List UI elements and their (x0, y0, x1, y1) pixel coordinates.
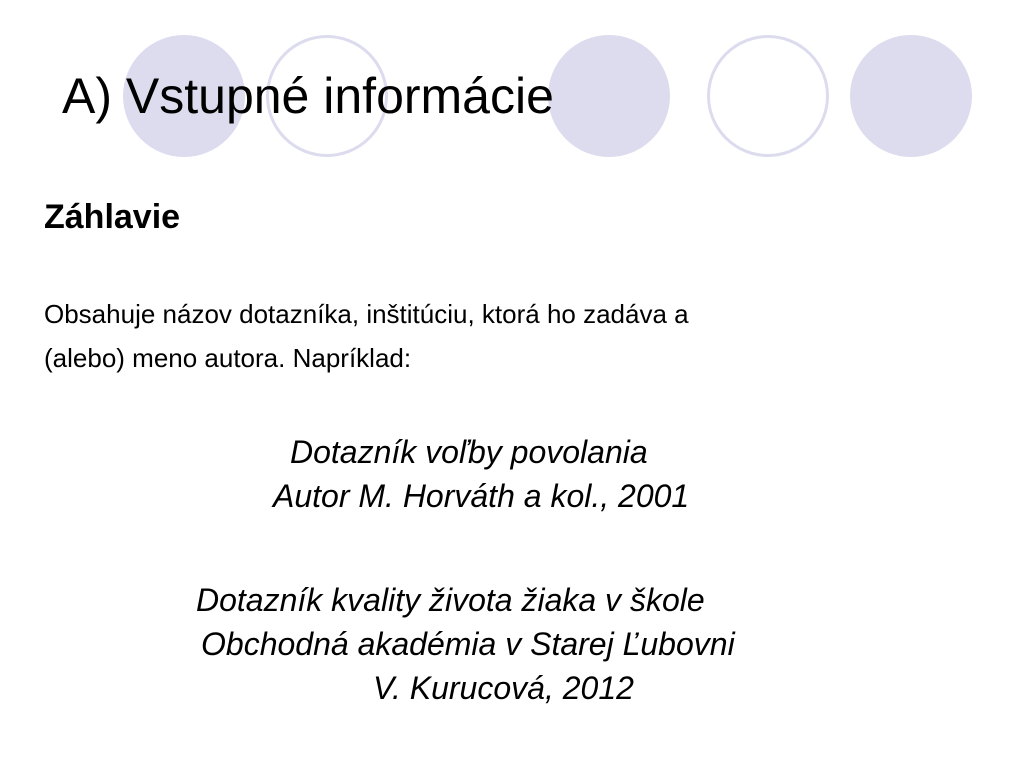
example-line: Dotazník kvality života žiaka v škole (196, 582, 705, 618)
example-line: V. Kurucová, 2012 (373, 670, 634, 706)
decorative-circle (850, 35, 972, 157)
paragraph-line: Obsahuje názov dotazníka, inštitúciu, ktorá ho zadáva a (44, 299, 689, 329)
decorative-circle (707, 35, 829, 157)
example-block (250, 430, 689, 518)
example-line: Autor M. Horváth a kol., 2001 (273, 478, 690, 514)
section-heading: Záhlavie (44, 198, 181, 236)
body-paragraph (44, 292, 689, 380)
example-line: Dotazník voľby povolania (290, 434, 648, 470)
slide-title: A) Vstupné informácie (62, 68, 554, 124)
example-block (196, 578, 735, 710)
example-line: Obchodná akadémia v Starej Ľubovni (201, 626, 735, 662)
paragraph-line: (alebo) meno autora. Napríklad: (44, 343, 412, 373)
decorative-circle (548, 35, 670, 157)
